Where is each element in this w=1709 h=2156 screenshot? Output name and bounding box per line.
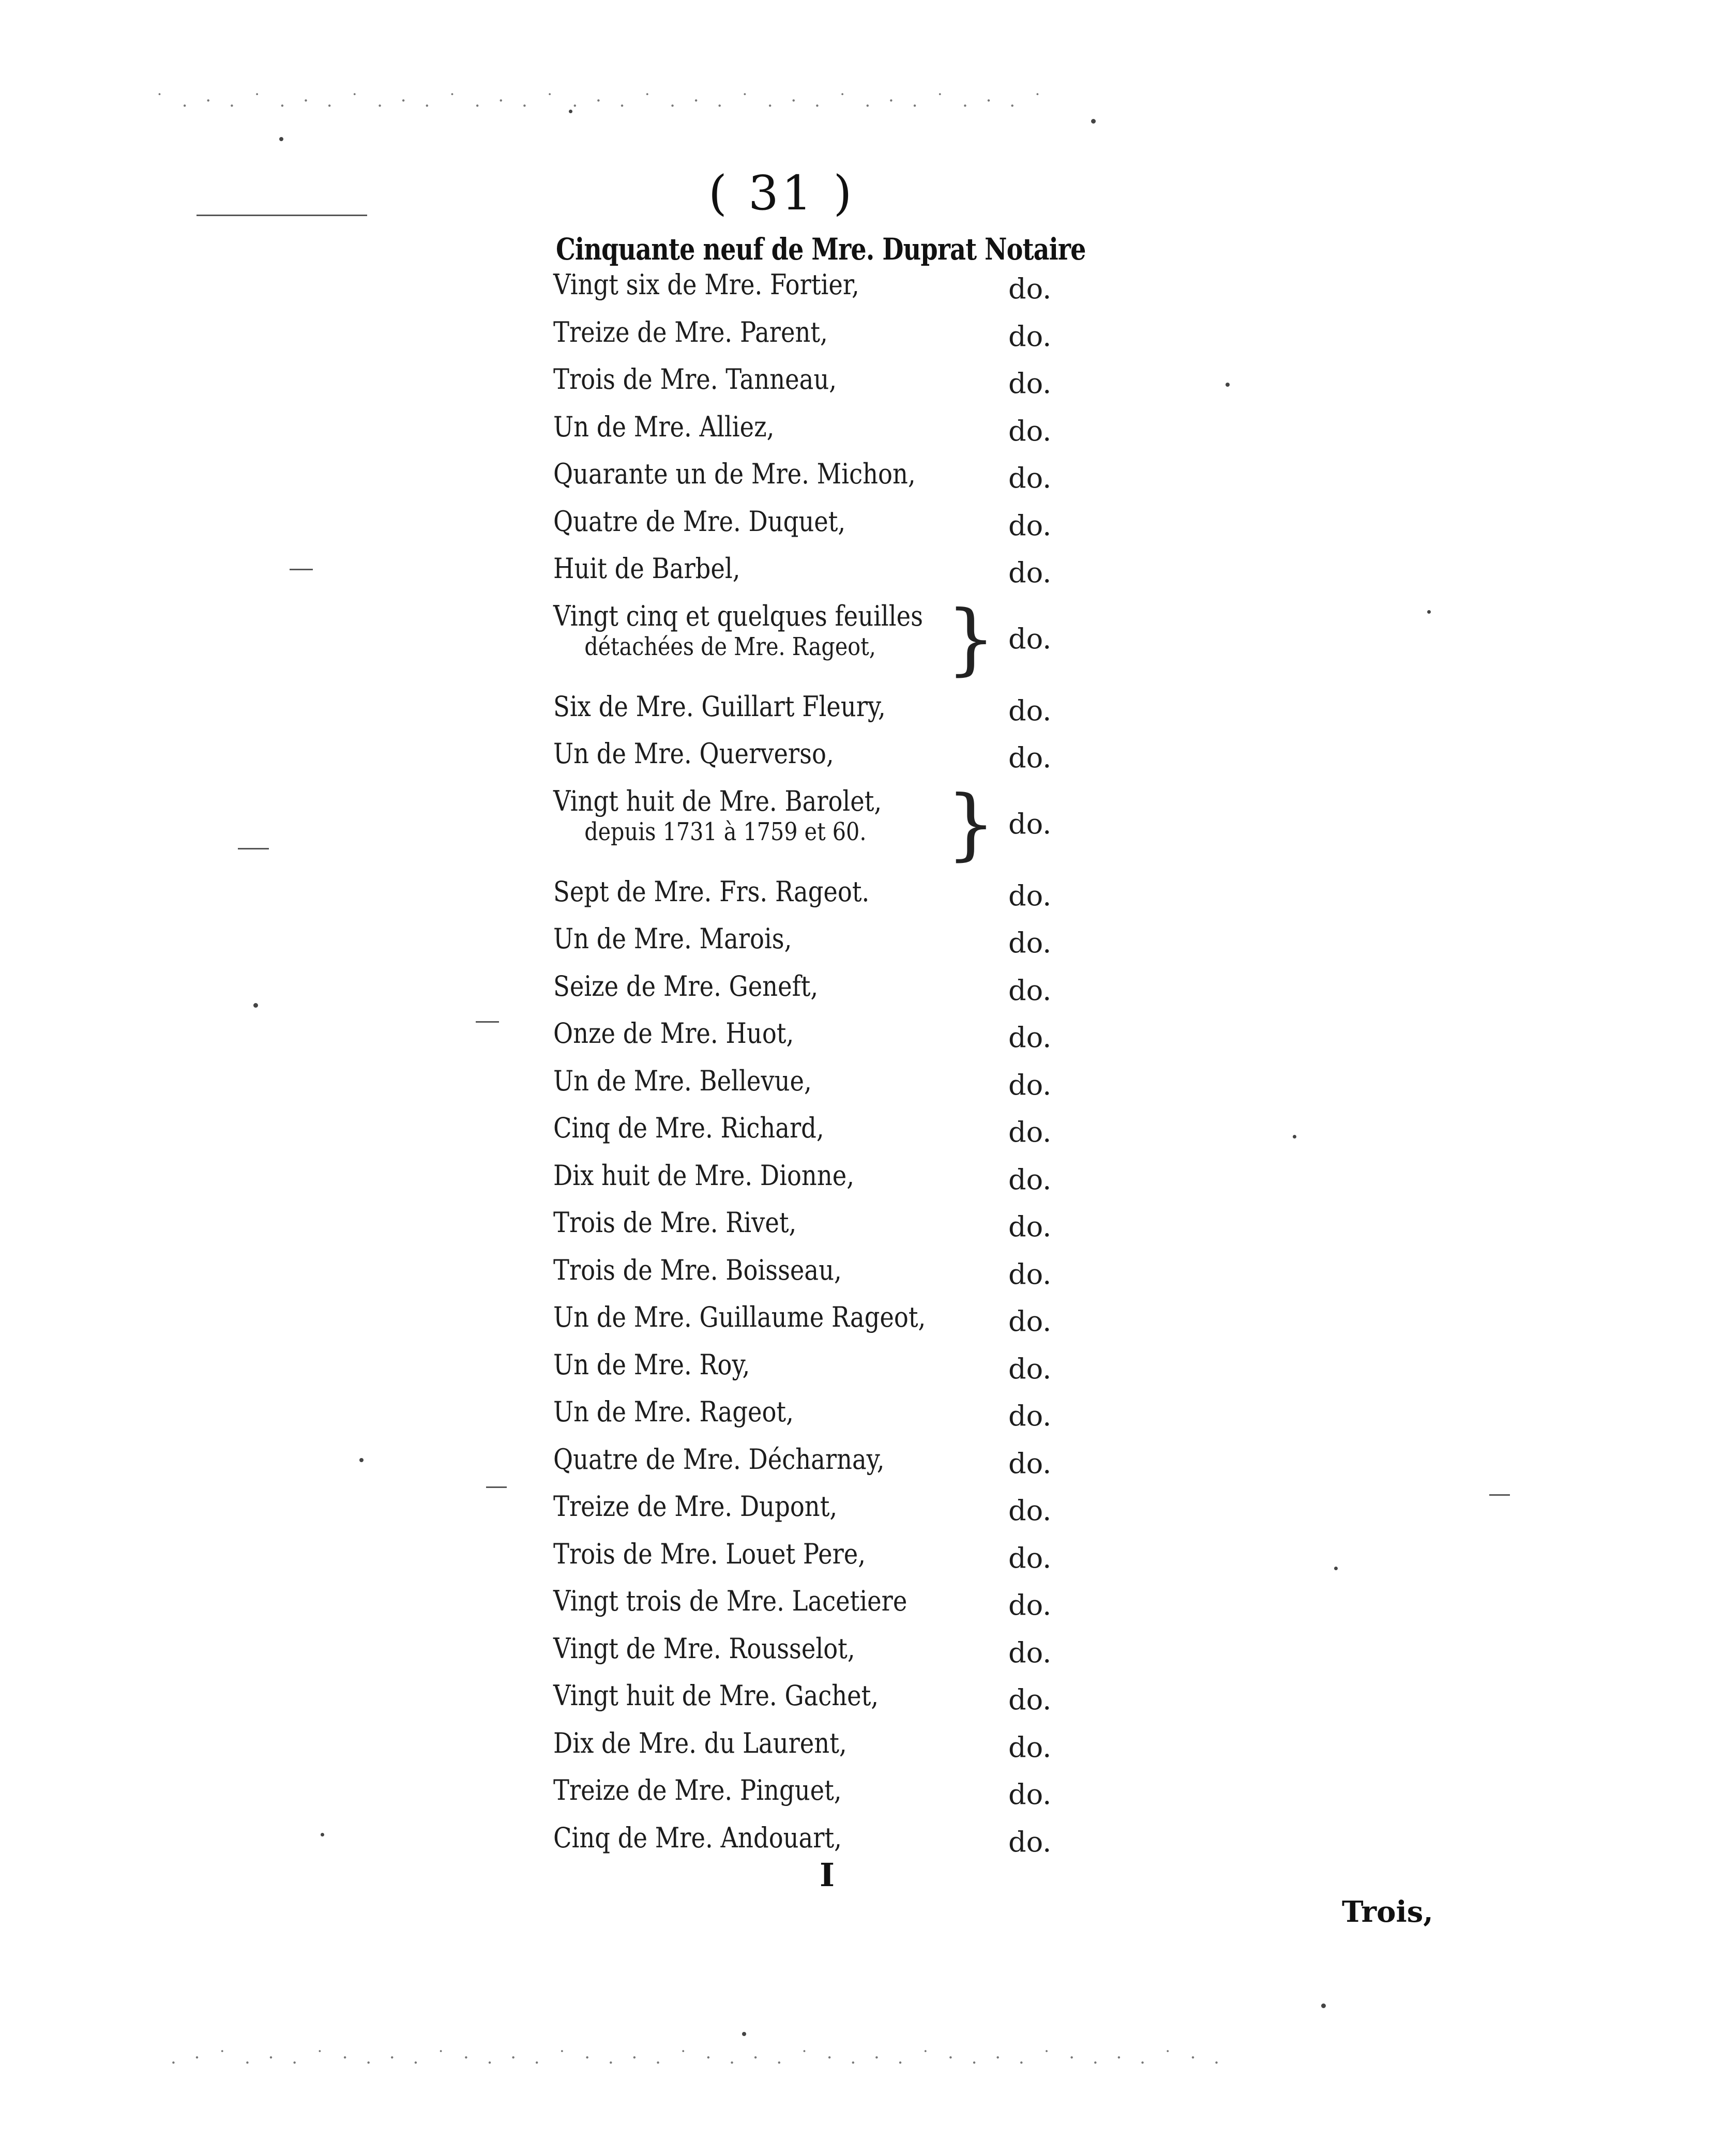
ditto-mark: do.	[1008, 1683, 1052, 1716]
list-item	[543, 871, 1096, 918]
scan-speck	[1427, 610, 1431, 614]
entry-name-line: Un de Mre. Marois,	[553, 922, 792, 955]
entry-name-line: Cinq de Mre. Richard,	[553, 1112, 824, 1144]
ditto-mark: do.	[1008, 367, 1052, 400]
list-item	[543, 500, 1096, 548]
entry-name	[553, 784, 882, 846]
list-item	[543, 1296, 1096, 1344]
list-item	[543, 1769, 1096, 1817]
entry-name-line: Dix huit de Mre. Dionne,	[553, 1159, 854, 1192]
list-item	[543, 1344, 1096, 1391]
list-item	[543, 1060, 1096, 1107]
list-item	[543, 358, 1096, 406]
ditto-mark: do.	[1008, 272, 1052, 305]
entry-name-line: Vingt trois de Mre. Lacetiere	[553, 1585, 908, 1617]
ditto-mark: do.	[1008, 414, 1052, 447]
ditto-mark: do.	[1008, 1447, 1052, 1480]
list-item	[543, 264, 1096, 311]
ditto-mark: do.	[1008, 1021, 1052, 1054]
ditto-mark: do.	[1008, 927, 1052, 959]
ditto-mark: do.	[1008, 1305, 1052, 1338]
page-number: ( 31 )	[708, 165, 855, 221]
entry-name	[553, 1726, 847, 1759]
ditto-mark: do.	[1008, 622, 1052, 655]
signature-mark: I	[820, 1856, 835, 1894]
catchword: Trois,	[1342, 1895, 1433, 1929]
scan-speck	[1321, 2003, 1326, 2008]
ditto-mark: do.	[1008, 320, 1052, 353]
entry-name-line: Trois de Mre. Rivet,	[553, 1206, 797, 1239]
ditto-mark: do.	[1008, 1636, 1052, 1669]
entry-name-line: Treize de Mre. Dupont,	[553, 1490, 838, 1523]
list-item	[543, 780, 1096, 871]
scan-dash	[476, 1021, 499, 1023]
entry-name	[553, 1303, 926, 1331]
entry-name	[553, 315, 828, 348]
entry-name	[553, 1537, 866, 1570]
entry-name-line: Un de Mre. Rageot,	[553, 1395, 794, 1428]
list-item	[543, 1580, 1096, 1628]
list-item	[543, 1438, 1096, 1486]
entry-name	[553, 690, 886, 723]
ditto-mark: do.	[1008, 1494, 1052, 1527]
list-item	[543, 406, 1096, 453]
scan-dash	[1489, 1494, 1510, 1496]
scan-speck	[1091, 119, 1096, 124]
ditto-mark: do.	[1008, 1210, 1052, 1243]
scan-dash	[196, 215, 367, 216]
list-item	[543, 595, 1096, 686]
list-item	[543, 1155, 1096, 1202]
list-item	[543, 1107, 1096, 1155]
scan-dash	[238, 848, 269, 849]
list-item	[543, 733, 1096, 780]
ditto-mark: do.	[1008, 1825, 1052, 1858]
list-item	[543, 1722, 1096, 1770]
list-item	[543, 453, 1096, 500]
list-item	[543, 311, 1096, 359]
entry-name-line: Un de Mre. Querverso,	[553, 737, 834, 770]
list-item	[543, 1675, 1096, 1722]
list-item	[543, 548, 1096, 595]
list-item	[543, 918, 1096, 965]
entry-name-line: Quarante un de Mre. Michon,	[553, 458, 916, 490]
entry-name	[553, 1490, 838, 1523]
list-item	[543, 1533, 1096, 1581]
entry-name-line: Trois de Mre. Tanneau,	[553, 363, 837, 396]
ditto-mark: do.	[1008, 462, 1052, 494]
entry-name	[553, 875, 870, 908]
ditto-mark: do.	[1008, 974, 1052, 1007]
entry-name-line: Vingt cinq et quelques feuilles	[553, 599, 923, 632]
entry-name-line: Vingt huit de Mre. Barolet,	[553, 784, 882, 817]
entry-name	[553, 1395, 794, 1428]
entry-name	[553, 599, 923, 661]
ditto-mark: do.	[1008, 509, 1052, 542]
entry-name	[553, 1064, 812, 1097]
entry-name-line: Un de Mre. Roy,	[553, 1348, 750, 1381]
ditto-mark: do.	[1008, 1163, 1052, 1196]
list-item	[543, 1628, 1096, 1675]
scan-noise-bottom: . · ˙ . · . ˙ · . · . ˙ · . · . ˙ · . · . ˙ · . · . ˙ · . · . ˙ · . · . ˙ · . · . ˙ · .	[171, 2047, 1226, 2068]
ditto-mark: do.	[1008, 741, 1052, 774]
scan-speck	[321, 1833, 324, 1836]
ditto-mark: do.	[1008, 694, 1052, 727]
entry-name-line: Un de Mre. Alliez,	[553, 410, 775, 443]
entry-name	[553, 737, 834, 770]
scan-speck	[1293, 1135, 1296, 1138]
entry-name	[553, 410, 775, 443]
list-item	[543, 965, 1096, 1013]
entry-name	[553, 969, 819, 1003]
entry-name-line: Sept de Mre. Frs. Rageot.	[553, 875, 870, 908]
ditto-mark: do.	[1008, 1068, 1052, 1101]
ditto-mark: do.	[1008, 1352, 1052, 1385]
entry-name-line: Quatre de Mre. Duquet,	[553, 505, 846, 538]
entry-name	[553, 1679, 879, 1712]
entry-name	[553, 1821, 842, 1854]
ditto-mark: do.	[1008, 1730, 1052, 1764]
scan-dash	[486, 1486, 507, 1488]
scan-speck	[1226, 383, 1230, 387]
list-item	[543, 1202, 1096, 1249]
ditto-mark: do.	[1008, 1400, 1052, 1432]
entry-name-line: Dix de Mre. du Laurent,	[553, 1726, 847, 1759]
entry-name-line: Treize de Mre. Parent,	[553, 315, 828, 348]
ditto-mark: do.	[1008, 807, 1052, 840]
entry-name	[553, 1443, 885, 1476]
entry-name	[553, 552, 740, 585]
entry-name	[553, 1114, 824, 1142]
scan-speck	[742, 2032, 746, 2036]
entry-name-line: Trois de Mre. Boisseau,	[553, 1253, 842, 1286]
entry-name-line: Vingt six de Mre. Fortier,	[553, 268, 859, 301]
ditto-mark: do.	[1008, 1541, 1052, 1574]
list-heading: Cinquante neuf de Mre. Duprat Notaire	[556, 232, 1086, 267]
entry-name-line: Trois de Mre. Louet Pere,	[553, 1537, 866, 1570]
scan-dash	[290, 569, 313, 570]
notary-register-list	[543, 264, 1096, 1864]
entry-name	[553, 922, 792, 955]
entry-name-line: Vingt de Mre. Rousselot,	[553, 1632, 855, 1665]
entry-name-line: Onze de Mre. Huot,	[553, 1017, 794, 1050]
brace-mark: }	[946, 779, 996, 869]
scan-speck	[359, 1458, 364, 1462]
entry-name	[553, 363, 837, 396]
entry-name	[553, 1587, 907, 1615]
list-item	[543, 686, 1096, 733]
ditto-mark: do.	[1008, 1589, 1052, 1621]
ditto-mark: do.	[1008, 1257, 1052, 1290]
scan-speck	[253, 1003, 258, 1008]
entry-name	[553, 1632, 855, 1665]
entry-name	[553, 268, 859, 301]
entry-name-line: Un de Mre. Bellevue,	[553, 1064, 812, 1097]
entry-name	[553, 1206, 797, 1239]
list-item	[543, 1249, 1096, 1297]
ditto-mark: do.	[1008, 556, 1052, 589]
entry-name	[553, 1348, 750, 1381]
ditto-mark: do.	[1008, 879, 1052, 912]
entry-name	[553, 505, 846, 538]
scan-speck	[279, 137, 283, 141]
list-item	[543, 1012, 1096, 1060]
entry-name-line: Six de Mre. Guillart Fleury,	[553, 690, 886, 723]
entry-name-continuation: depuis 1731 à 1759 et 60.	[584, 817, 867, 846]
list-item	[543, 1485, 1096, 1533]
entry-name-line: Quatre de Mre. Décharnay,	[553, 1443, 885, 1476]
ditto-mark: do.	[1008, 1778, 1052, 1811]
scan-speck	[1334, 1567, 1338, 1570]
entry-name-line: Un de Mre. Guillaume Rageot,	[553, 1301, 926, 1333]
entry-name-line: Seize de Mre. Geneft,	[553, 969, 819, 1003]
entry-name	[553, 1253, 842, 1286]
entry-name	[553, 1159, 854, 1192]
entry-name	[553, 1774, 842, 1806]
entry-name-continuation: détachées de Mre. Rageot,	[584, 632, 876, 661]
entry-name-line: Vingt huit de Mre. Gachet,	[553, 1679, 879, 1712]
entry-name-line: Huit de Barbel,	[553, 552, 740, 585]
entry-name-line: Treize de Mre. Pinguet,	[553, 1774, 842, 1806]
scan-noise-top: ˙ . · . ˙ . · . ˙ . · . ˙ . · . ˙ . · . ˙ . · . ˙ . · . ˙ . · . ˙ . · . ˙	[155, 90, 1048, 111]
entry-name-line: Cinq de Mre. Andouart,	[553, 1821, 842, 1854]
entry-name	[553, 1017, 794, 1050]
brace-mark: }	[946, 594, 996, 684]
list-item	[543, 1391, 1096, 1438]
entry-name	[553, 460, 916, 488]
ditto-mark: do.	[1008, 1116, 1052, 1148]
